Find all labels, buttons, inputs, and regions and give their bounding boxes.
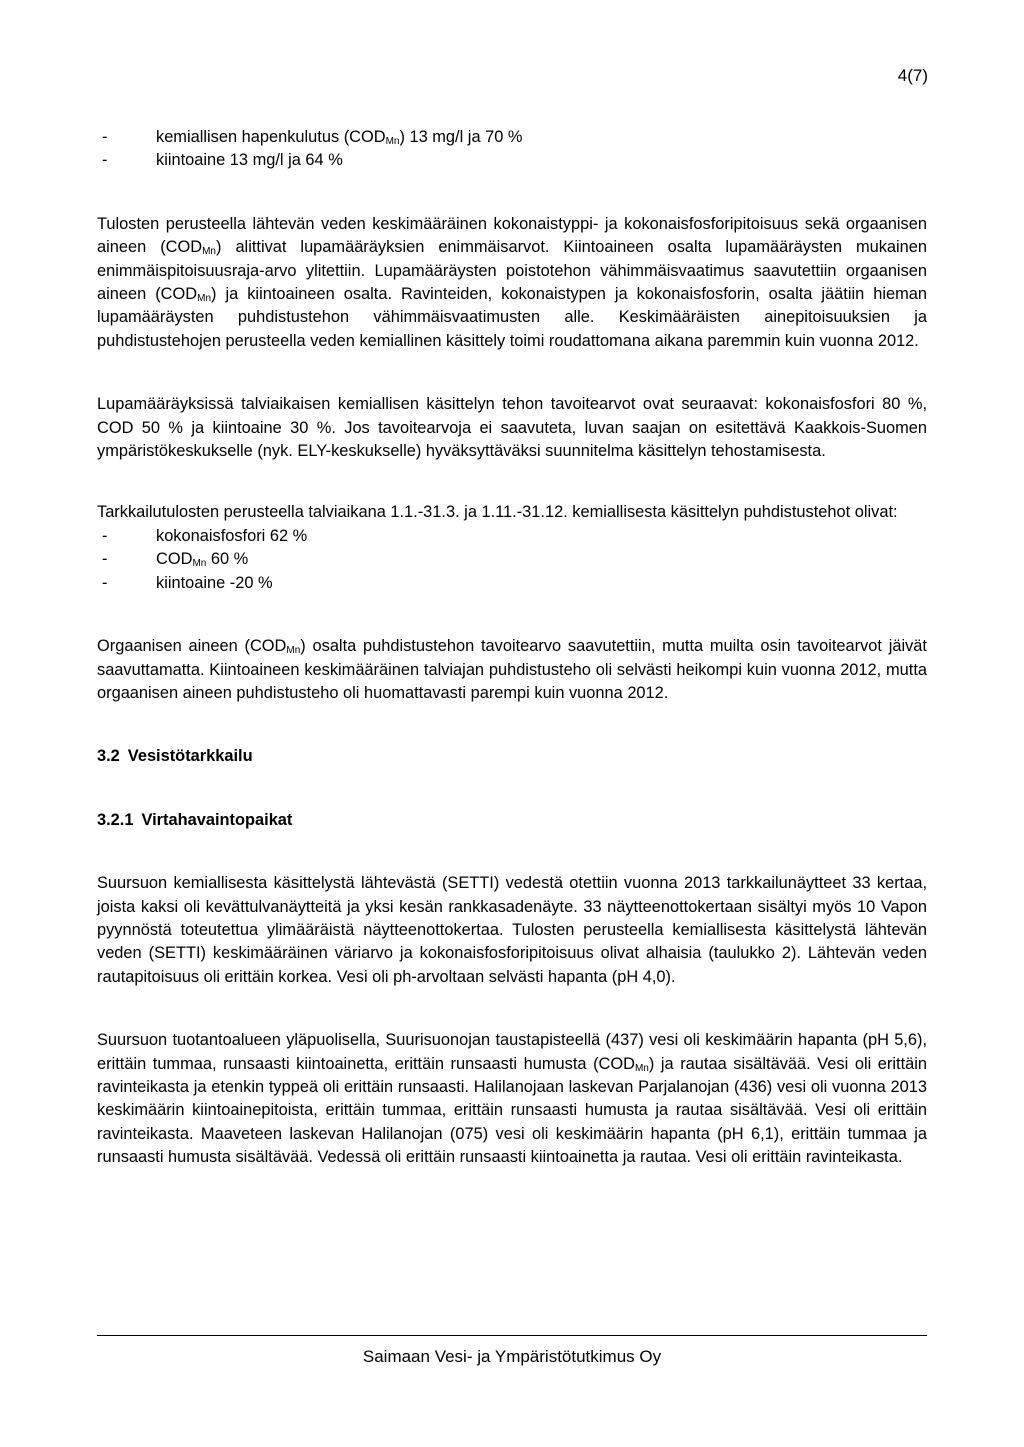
list-item-text: ) 13 mg/l ja 70 % xyxy=(399,128,523,146)
list-item-text: COD xyxy=(156,550,193,569)
footer: Saimaan Vesi- ja Ympäristötutkimus Oy xyxy=(362,1347,662,1366)
subscript: Mn xyxy=(202,246,216,258)
list-item xyxy=(97,126,927,149)
subscript: Mn xyxy=(634,1062,649,1074)
section-title: Vesistötarkkailu xyxy=(127,747,253,766)
paragraph: Suursuon tuotantoalueen yläpuolisella, Suurisuonojan taustapisteellä (437) vesi oli keskimäärin hapanta (pH 5,6), erittäin tummaa, runsaasti kiintoainetta, erittäin runsaasti humusta $(COD_{Mn})$ ja rautaa sisältävää. Vesi oli erittäin ravinteikasta ja etenkin typpeä oli erittäin runsaasti. Halilanojaan laskevan Parjalanojan (436) vesi oli vuonna 2013 keskimäärin kiintoainepitoista, erittäin tummaa, erittäin runsaasti humusta ja rautaa sisältävää. Vesi oli erittäin ravinteikasta. Maaveteen laskevan Halilanojan (075) vesi oli keskimäärin hapanta (pH 6,1), erittäin tummaa ja runsaasti humusta sisältävää. Vedessä oli erittäin runsaasti kiintoainetta ja rautaa. Vesi oli erittäin ravinteikasta. xyxy=(97,1031,927,1167)
subscript: Mn xyxy=(286,645,301,657)
subscript: Mn xyxy=(192,558,207,570)
section-title: Virtahavaintopaikat xyxy=(141,810,293,829)
list-item-text: 60 % xyxy=(206,550,249,569)
list-item-text: kiintoaine -20 % xyxy=(156,573,273,592)
paragraph: Lupamääräyksissä talviaikaisen kemiallisen käsittelyn tehon tavoitearvot ovat seuraavat: kokonaisfosfori 80 %, COD 50 % ja kiintoaine 30 %. Jos tavoitearvoja ei saavuteta, luvan saajan on esitettävä Kaakkois-Suomen ympäristökeskukselle (nyk. ELY-keskukselle) hyväksyttäväksi suunnitelma käsittelyn tehostamisesta. xyxy=(97,395,927,461)
dash-marker: - xyxy=(102,550,108,569)
subsection-heading xyxy=(97,809,927,832)
dash-marker: - xyxy=(102,151,108,170)
bullet-list-2 xyxy=(97,525,927,595)
paragraph: Tarkkailutulosten perusteella talviaikana 1.1.-31.3. ja 1.11.-31.12. kemiallisesta käsittelyn puhdistustehot olivat: xyxy=(97,503,898,522)
dash-marker: - xyxy=(102,526,108,545)
footer-divider xyxy=(97,1335,927,1336)
list-item xyxy=(97,149,927,172)
list-item xyxy=(97,548,927,571)
paragraph: Orgaanisen aineen $(COD_{Mn})$ osalta puhdistustehon tavoitearvo saavutettiin, mutta muilta osin tavoitearvot jäivät saavuttamatta. Kiintoaineen keskimääräinen talviajan puhdistusteho oli selvästi heikompi kuin vuonna 2012, mutta orgaanisen aineen puhdistusteho oli huomattavasti parempi kuin vuonna 2012. xyxy=(97,637,927,702)
document-body xyxy=(97,126,927,1170)
dash-marker: - xyxy=(102,128,108,146)
paragraph: Tulosten perusteella lähtevän veden keskimääräinen kokonaistyppi- ja kokonaisfosforipitoisuus sekä orgaanisen aineen $(COD_{Mn})$ alittivat lupamääräyksien enimmäisarvot. Kiintoaineen osalta lupamääräysten mukainen enimmäispitoisuusraja-arvo ylitettiin. Lupamääräysten poistotehon vähimmäisvaatimus saavutettiin orgaanisen aineen $(COD_{Mn})$ ja kiintoaineen osalta. Ravinteiden, kokonaistypen ja kokonaisfosforin, osalta jäätiin hieman lupamääräysten puhdistustehon vähimmäisvaatimusten alle. Keskimääräisten ainepitoisuuksien ja puhdistustehojen perusteella veden kemiallinen käsittely toimi roudattomana aikana paremmin kuin vuonna 2012. xyxy=(97,214,928,350)
section-number: 3.2 xyxy=(97,747,120,766)
paragraph: Suursuon kemiallisesta käsittelystä lähtevästä (SETTI) vedestä otettiin vuonna 2013 tarkkailunäytteet 33 kertaa, joista kaksi oli kevättulvanäytteitä ja yksi kesän rankkasadenäyte. 33 näytteenottokertaan sisältyi myös 10 Vapon pyynnöstä toteutettua ylimääräistä näytteenottokertaa. Tulosten perusteella kemiallisesta käsittelystä lähtevän veden (SETTI) keskimääräinen väriarvo ja kokonaisfosforipitoisuus olivat alhaisia (taulukko 2). Lähtevän veden rautapitoisuus oli erittäin korkea. Vesi oli ph-arvoltaan selvästi hapanta (pH 4,0). xyxy=(97,874,927,986)
list-item-text: kemiallisen hapenkulutus (COD xyxy=(156,128,386,146)
page-number: 4(7) xyxy=(897,66,928,85)
list-item xyxy=(97,572,927,595)
subscript: Mn xyxy=(385,136,400,147)
list-item xyxy=(97,525,927,548)
section-heading xyxy=(97,745,927,768)
dash-marker: - xyxy=(102,573,108,592)
list-item-text: kokonaisfosfori 62 % xyxy=(156,526,308,545)
section-number: 3.2.1 xyxy=(97,810,134,829)
subscript: Mn xyxy=(197,293,212,305)
list-item-text: kiintoaine 13 mg/l ja 64 % xyxy=(156,151,343,170)
bullet-list-1 xyxy=(97,126,927,173)
